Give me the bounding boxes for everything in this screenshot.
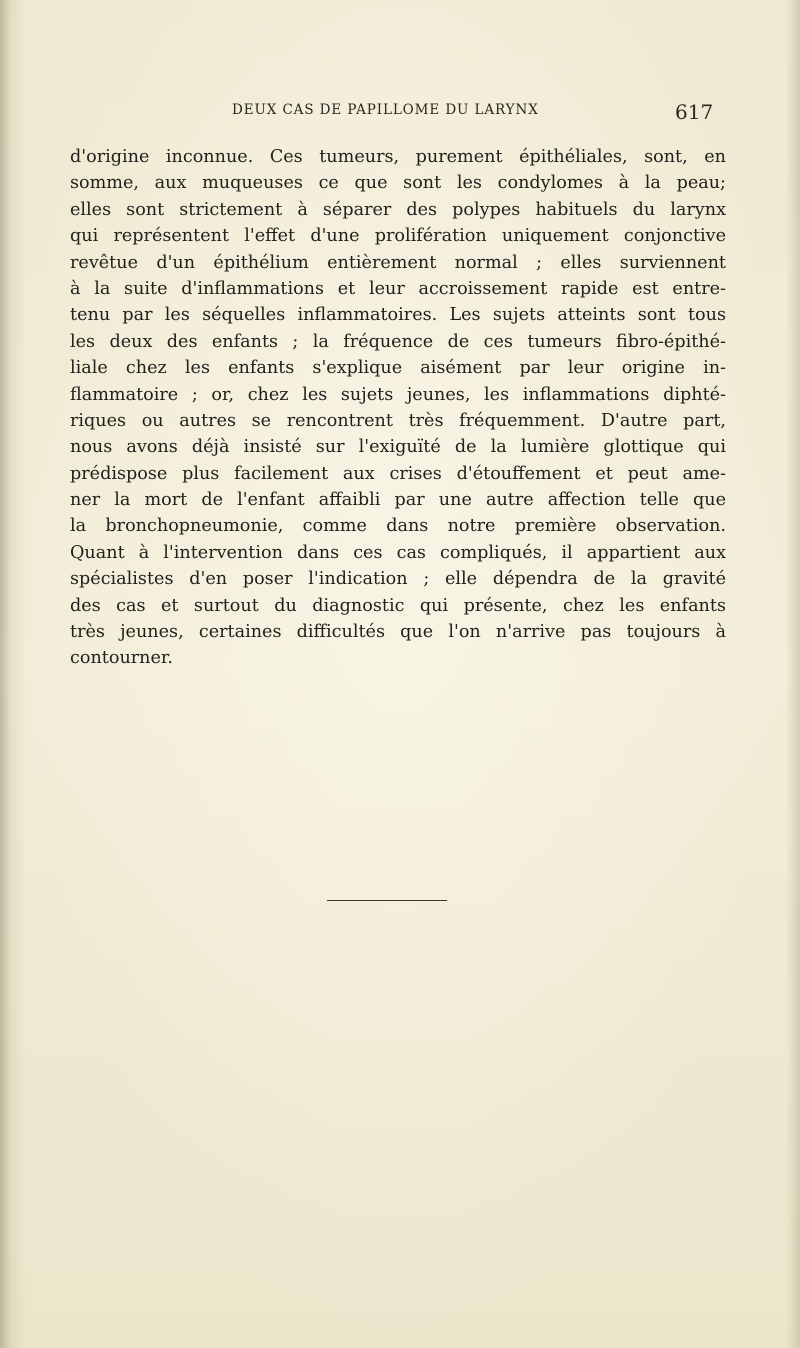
text-line: elles sont strictement à séparer des polypes habituels du larynx — [70, 199, 726, 220]
text-line: liale chez les enfants s'explique aisément par leur origine in- — [70, 358, 726, 379]
text-line: d'origine inconnue. Ces tumeurs, purement épithéliales, sont, en — [70, 147, 726, 167]
text-line: somme, aux muqueuses ce que sont les condylomes à la peau; — [70, 173, 726, 194]
text-line: spécialistes d'en poser l'indication ; elle dépendra de la gravité — [70, 569, 726, 590]
text-line: contourner. — [70, 648, 173, 669]
text-line: des cas et surtout du diagnostic qui présente, chez les enfants — [70, 595, 726, 616]
binding-shadow — [0, 0, 26, 1348]
body-paragraph — [70, 144, 726, 672]
page-number: 617 — [675, 100, 714, 124]
page-edge — [786, 0, 800, 1348]
text-line: les deux des enfants ; la fréquence de ces tumeurs fibro-épithé- — [70, 331, 726, 352]
running-title: DEUX CAS DE PAPILLOME DU LARYNX — [232, 102, 539, 118]
text-line: qui représentent l'effet d'une prolifération uniquement conjonctive — [70, 226, 726, 247]
text-line: la bronchopneumonie, comme dans notre première observation. — [70, 516, 726, 537]
text-line: riques ou autres se rencontrent très fréquemment. D'autre part, — [70, 410, 726, 431]
text-line: très jeunes, certaines difficultés que l'on n'arrive pas toujours à — [70, 622, 726, 643]
text-line: Quant à l'intervention dans ces cas compliqués, il appartient aux — [70, 542, 726, 563]
text-line: à la suite d'inflammations et leur accroissement rapide est entre- — [70, 278, 726, 299]
text-line: ner la mort de l'enfant affaibli par une autre affection telle que — [70, 490, 726, 511]
text-line: prédispose plus facilement aux crises d'étouffement et peut ame- — [70, 463, 726, 484]
text-line: revêtue d'un épithélium entièrement normal ; elles surviennent — [70, 252, 726, 273]
page-header — [0, 100, 800, 124]
text-line: nous avons déjà insisté sur l'exiguïté de la lumière glottique qui — [70, 437, 726, 458]
text-line: flammatoire ; or, chez les sujets jeunes, les inflammations diphté- — [70, 384, 726, 405]
section-end-rule — [327, 900, 447, 901]
text-line: tenu par les séquelles inflammatoires. Les sujets atteints sont tous — [70, 305, 726, 326]
